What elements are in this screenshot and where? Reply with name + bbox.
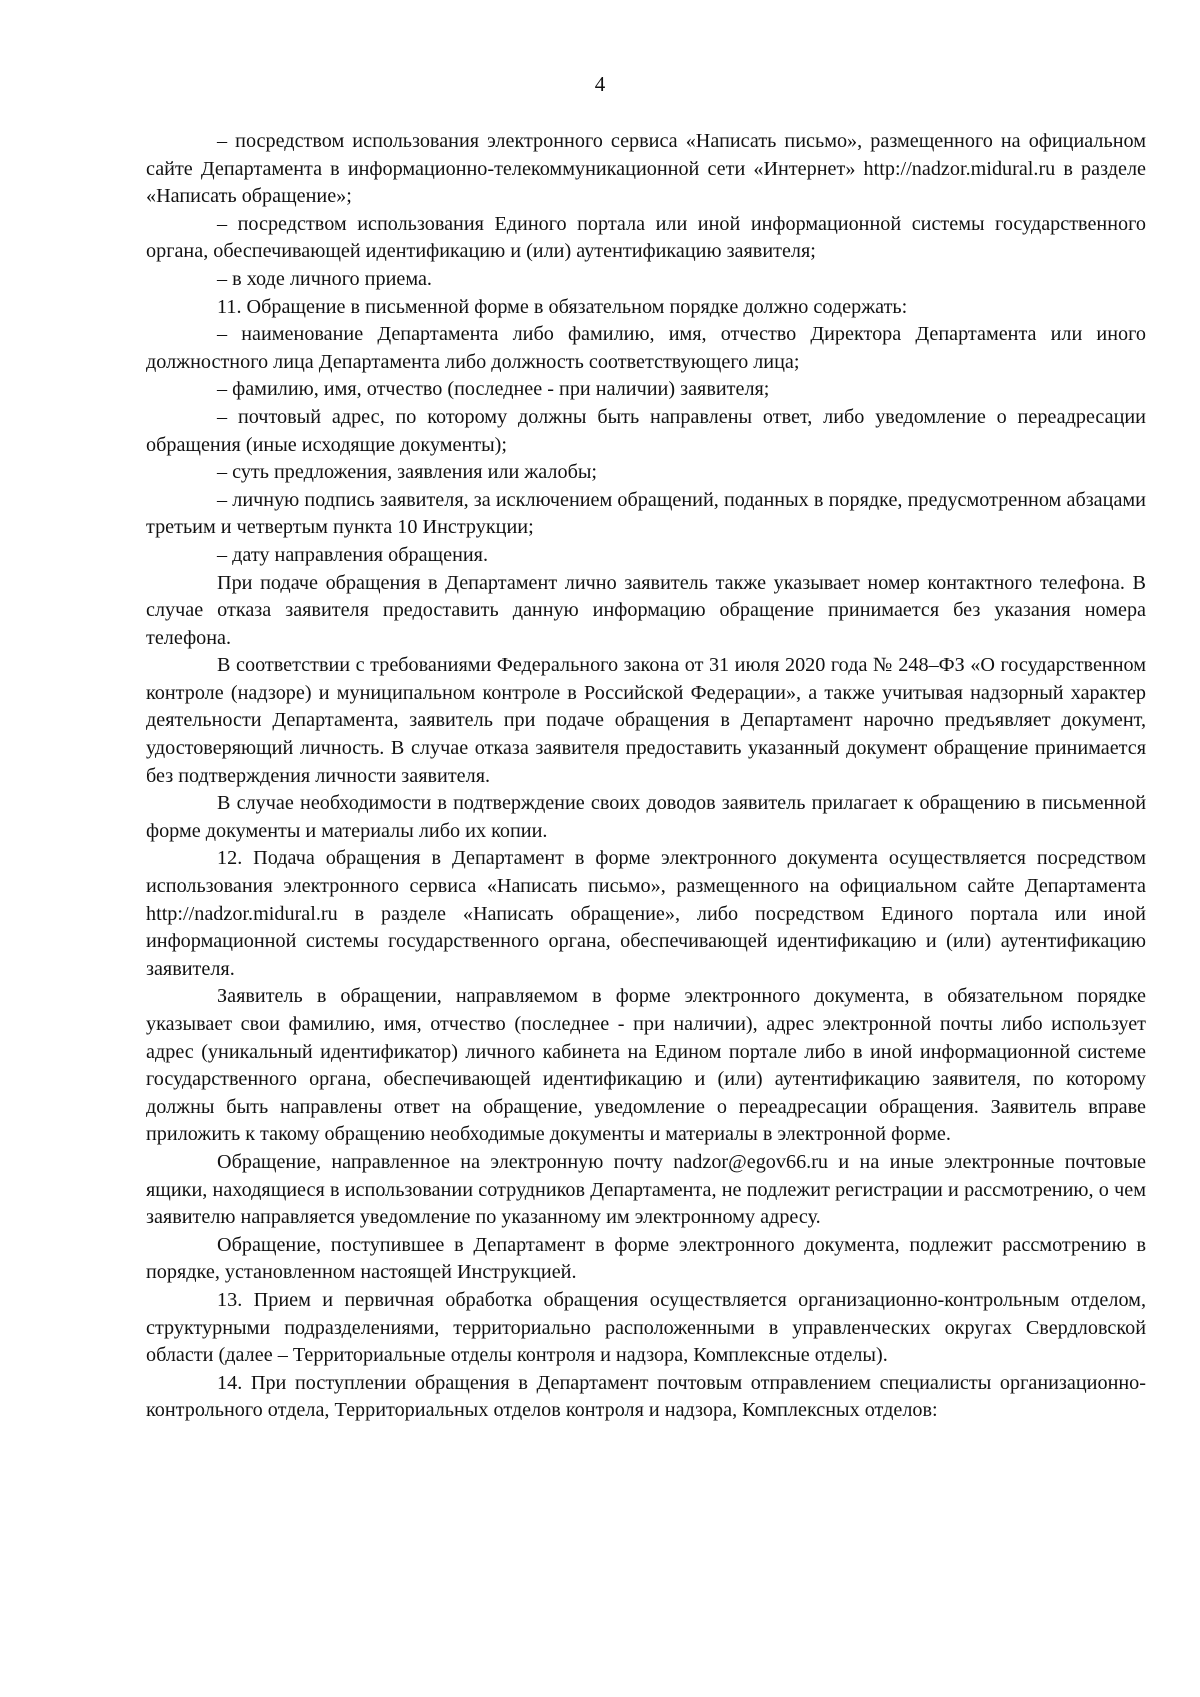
- paragraph: Обращение, поступившее в Департамент в форме электронного документа, подлежит рассмотрению в порядке, установленном настоящей Инструкцией.: [146, 1233, 1146, 1284]
- paragraph: – суть предложения, заявления или жалобы;: [217, 461, 598, 484]
- paragraph: При подаче обращения в Департамент лично заявитель также указывает номер контактного телефона. В случае отказа заявителя предоставить данную информацию обращение принимается без указания номера телефона.: [146, 571, 1146, 649]
- paragraph: – почтовый адрес, по которому должны быть направлены ответ, либо уведомление о переадресации обращения (иные исходящие документы);: [146, 405, 1146, 456]
- paragraph: – дату направления обращения.: [217, 543, 489, 566]
- paragraph: 11. Обращение в письменной форме в обязательном порядке должно содержать:: [217, 295, 908, 318]
- paragraph: В соответствии с требованиями Федерального закона от 31 июля 2020 года № 248–ФЗ «О государственном контроле (надзоре) и муниципальном контроле в Российской Федерации», а также учитывая надзорный характер деятельности Департамента, заявитель при подаче обращения в Департамент нарочно предъявляет документ, удостоверяющий личность. В случае отказа заявителя предоставить указанный документ обращение принимается без подтверждения личности заявителя.: [146, 654, 1146, 787]
- paragraph: – личную подпись заявителя, за исключением обращений, поданных в порядке, предусмотренном абзацами третьим и четвертым пункта 10 Инструкции;: [146, 488, 1146, 539]
- paragraph: – посредством использования Единого портала или иной информационной системы государственного органа, обеспечивающей идентификацию и (или) аутентификацию заявителя;: [146, 212, 1146, 263]
- paragraph: Заявитель в обращении, направляемом в форме электронного документа, в обязательном порядке указывает свои фамилию, имя, отчество (последнее - при наличии), адрес электронной почты либо использует адрес (уникальный идентификатор) личного кабинета на Едином портале либо в иной информационной системе государственного органа, обеспечивающей идентификацию и (или) аутентификацию заявителя, по которому должны быть направлены ответ на обращение, уведомление о переадресации обращения. Заявитель вправе приложить к такому обращению необходимые документы и материалы в электронной форме.: [146, 985, 1146, 1146]
- paragraph: – в ходе личного приема.: [217, 267, 432, 290]
- paragraph: 13. Прием и первичная обработка обращения осуществляется организационно-контрольным отделом, структурными подразделениями, территориально расположенными в управленческих округах Свердловской области (далее – Территориальные отделы контроля и надзора, Комплексные отделы).: [146, 1288, 1146, 1367]
- paragraph: В случае необходимости в подтверждение своих доводов заявитель прилагает к обращению в письменной форме документы и материалы либо их копии.: [146, 792, 1146, 842]
- page-number: 4: [594, 72, 606, 96]
- paragraph: 14. При поступлении обращения в Департамент почтовым отправлением специалисты организационно-контрольного отдела, Территориальных отделов контроля и надзора, Комплексных отделов:: [146, 1371, 1146, 1422]
- paragraph: – фамилию, имя, отчество (последнее - при наличии) заявителя;: [217, 378, 770, 401]
- paragraph: 12. Подача обращения в Департамент в форме электронного документа осуществляется посредством использования электронного сервиса «Написать письмо», размещенного на официальном сайте Департамента http://nadzor.midural.ru в разделе «Написать обращение», либо посредством Единого портала или иной информационной системы государственного органа, обеспечивающей идентификацию и (или) аутентификацию заявителя.: [146, 847, 1146, 980]
- document-body: [146, 128, 1146, 1425]
- paragraph: – посредством использования электронного сервиса «Написать письмо», размещенного на официальном сайте Департамента в информационно-телекоммуникационной сети «Интернет» http://nadzor.midural.ru в разделе «Написать обращение»;: [146, 130, 1146, 208]
- paragraph: Обращение, направленное на электронную почту nadzor@egov66.ru и на иные электронные почтовые ящики, находящиеся в использовании сотрудников Департамента, не подлежит регистрации и рассмотрению, о чем заявителю направляется уведомление по указанному им электронному адресу.: [146, 1150, 1146, 1229]
- paragraph: – наименование Департамента либо фамилию, имя, отчество Директора Департамента или иного должностного лица Департамента либо должность соответствующего лица;: [146, 323, 1146, 373]
